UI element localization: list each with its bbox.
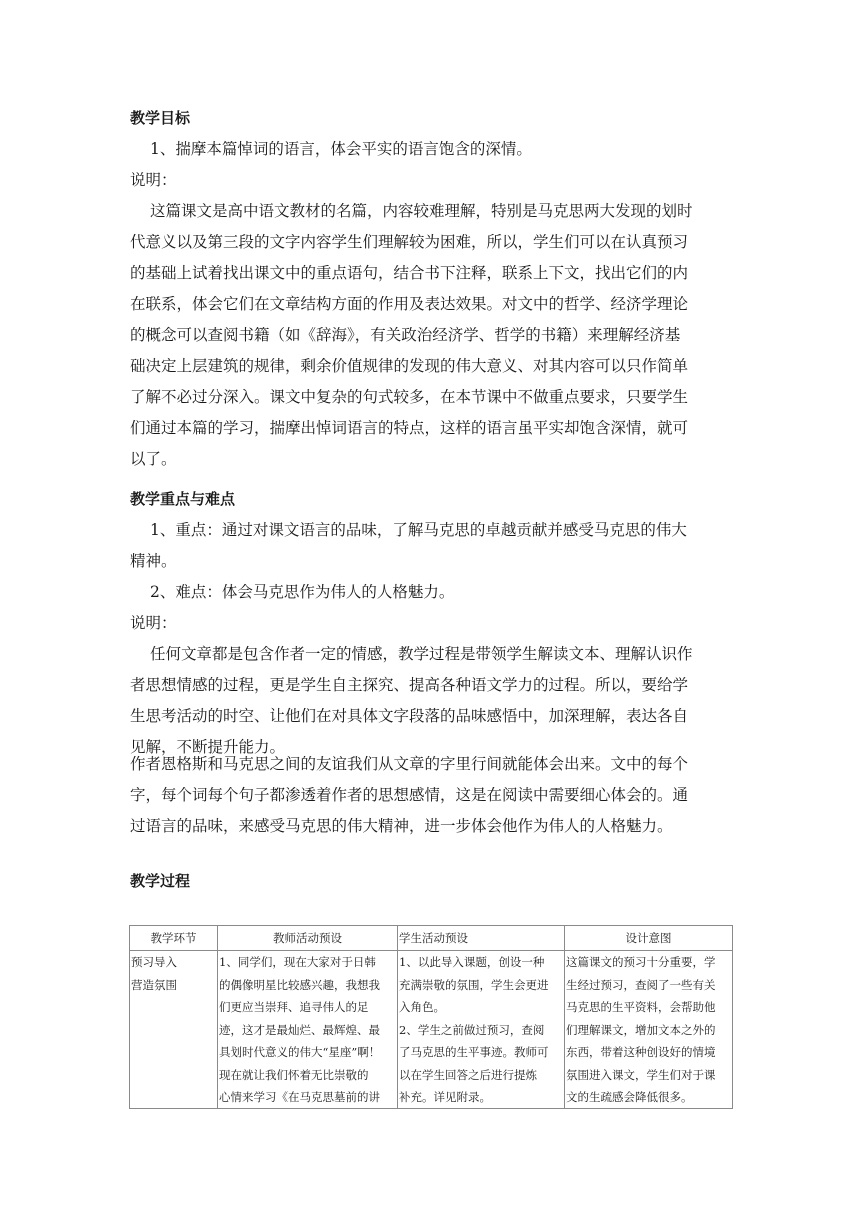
cell-line: 现在就让我们怀着无比崇敬的 xyxy=(219,1067,369,1082)
column-header-teacher: 教师活动预设 xyxy=(218,926,398,951)
text-line: 础决定上层建筑的规律，剩余价值规律的发现的伟大意义、对其内容可以只作简单 xyxy=(130,357,689,375)
column-header-student: 学生活动预设 xyxy=(398,926,565,951)
cell-intent xyxy=(565,951,733,1109)
column-header-stage: 教学环节 xyxy=(130,926,218,951)
text-line: 以了。 xyxy=(130,450,177,468)
cell-line: 的偶像明星比较感兴趣，我想我 xyxy=(219,977,380,992)
cell-line: 这篇课文的预习十分重要，学 xyxy=(566,955,716,969)
cell-line: 充满崇敬的氛围，学生会更进 xyxy=(399,977,549,992)
text-line: 精神。 xyxy=(130,552,177,570)
keypoints-point-1 xyxy=(130,515,730,577)
text-line: 了解不必过分深入。课文中复杂的句式较多，在本节课中不做重点要求，只要学生 xyxy=(130,388,689,406)
table-header-row xyxy=(130,926,733,951)
cell-student xyxy=(398,951,565,1109)
text-line: 们通过本篇的学习，揣摩出悼词语言的特点，这样的语言虽平实却饱含深情，就可 xyxy=(130,419,689,437)
cell-line: 预习导入 xyxy=(131,955,177,969)
cell-line: 了马克思的生平事迹。教师可 xyxy=(399,1045,549,1059)
objectives-note xyxy=(130,196,730,475)
objectives-note-label: 说明： xyxy=(130,171,177,189)
cell-stage xyxy=(130,951,218,1109)
text-line: 生思考活动的时空、让他们在对具体文字段落的品味感悟中，加深理解，表达各自 xyxy=(130,707,689,725)
cell-line: 氛围进入课文，学生们对于课 xyxy=(566,1067,716,1082)
cell-teacher xyxy=(218,951,398,1109)
cell-line: 们更应当崇拜、追寻伟人的足 xyxy=(219,1000,369,1014)
keypoints-heading: 教学重点与难点 xyxy=(130,490,236,508)
text-line: 这篇课文是高中语文教材的名篇，内容较难理解，特别是马克思两大发现的划时 xyxy=(150,202,693,220)
cell-line: 文的生疏感会降低很多。 xyxy=(566,1090,693,1104)
text-line: 作者恩格斯和马克思之间的友谊我们从文章的字里行间就能体会出来。文中的每个 xyxy=(130,755,689,773)
cell-line: 以在学生回答之后进行提炼 xyxy=(399,1067,537,1082)
cell-line: 具划时代意义的伟大“星座”啊！ xyxy=(219,1045,381,1059)
cell-line: 生经过预习，查阅了一些有关 xyxy=(566,977,716,992)
objectives-heading: 教学目标 xyxy=(130,109,191,127)
column-header-intent: 设计意图 xyxy=(565,926,733,951)
text-line: 者思想情感的过程，更是学生自主探究、提高各种语文学力的过程。所以，要给学 xyxy=(130,676,689,694)
keypoints-paragraph xyxy=(130,749,730,842)
text-line: 见解，不断提升能力。 xyxy=(130,738,286,756)
text-line: 任何文章都是包含作者一定的情感，教学过程是带领学生解读文本、理解认识作 xyxy=(150,645,693,663)
cell-line: 入角色。 xyxy=(399,1000,445,1014)
objectives-point-1: 1、揣摩本篇悼词的语言，体会平实的语言饱含的深情。 xyxy=(150,140,532,158)
process-heading: 教学过程 xyxy=(130,872,191,890)
keypoints-point-2: 2、难点：体会马克思作为伟人的人格魅力。 xyxy=(150,583,455,601)
table-row xyxy=(130,951,733,1109)
text-line: 过语言的品味，来感受马克思的伟大精神，进一步体会他作为伟人的人格魅力。 xyxy=(130,817,673,835)
text-line: 的概念可以查阅书籍（如《辞海》，有关政治经济学、哲学的书籍）来理解经济基 xyxy=(130,326,681,344)
lesson-plan-table xyxy=(129,925,733,1109)
text-line: 代意义以及第三段的文字内容学生们理解较为困难，所以，学生们可以在认真预习 xyxy=(130,233,689,251)
keypoints-note xyxy=(130,639,730,763)
cell-line: 1、同学们，现在大家对于日韩 xyxy=(219,955,376,969)
text-line: 1、重点：通过对课文语言的品味，了解马克思的卓越贡献并感受马克思的伟大 xyxy=(150,521,687,539)
cell-line: 东西，带着这种创设好的情境 xyxy=(566,1045,716,1059)
cell-line: 们理解课文，增加文本之外的 xyxy=(566,1022,716,1037)
keypoints-note-label: 说明： xyxy=(130,614,177,632)
text-line: 字，每个词每个句子都渗透着作者的思想感情，这是在阅读中需要细心体会的。通 xyxy=(130,786,689,804)
text-line: 在联系，体会它们在文章结构方面的作用及表达效果。对文中的哲学、经济学理论 xyxy=(130,295,689,313)
cell-line: 补充。详见附录。 xyxy=(399,1090,491,1104)
cell-line: 2、学生之前做过预习，查阅 xyxy=(399,1022,545,1037)
cell-line: 迹，这才是最灿烂、最辉煌、最 xyxy=(219,1022,380,1037)
text-line: 的基础上试着找出课文中的重点语句，结合书下注释，联系上下文，找出它们的内 xyxy=(130,264,689,282)
cell-line: 1、以此导入课题，创设一种 xyxy=(399,955,545,969)
cell-line: 营造氛围 xyxy=(131,977,177,992)
cell-line: 马克思的生平资料，会帮助他 xyxy=(566,1000,716,1014)
cell-line: 心情来学习《在马克思墓前的讲 xyxy=(219,1090,380,1104)
